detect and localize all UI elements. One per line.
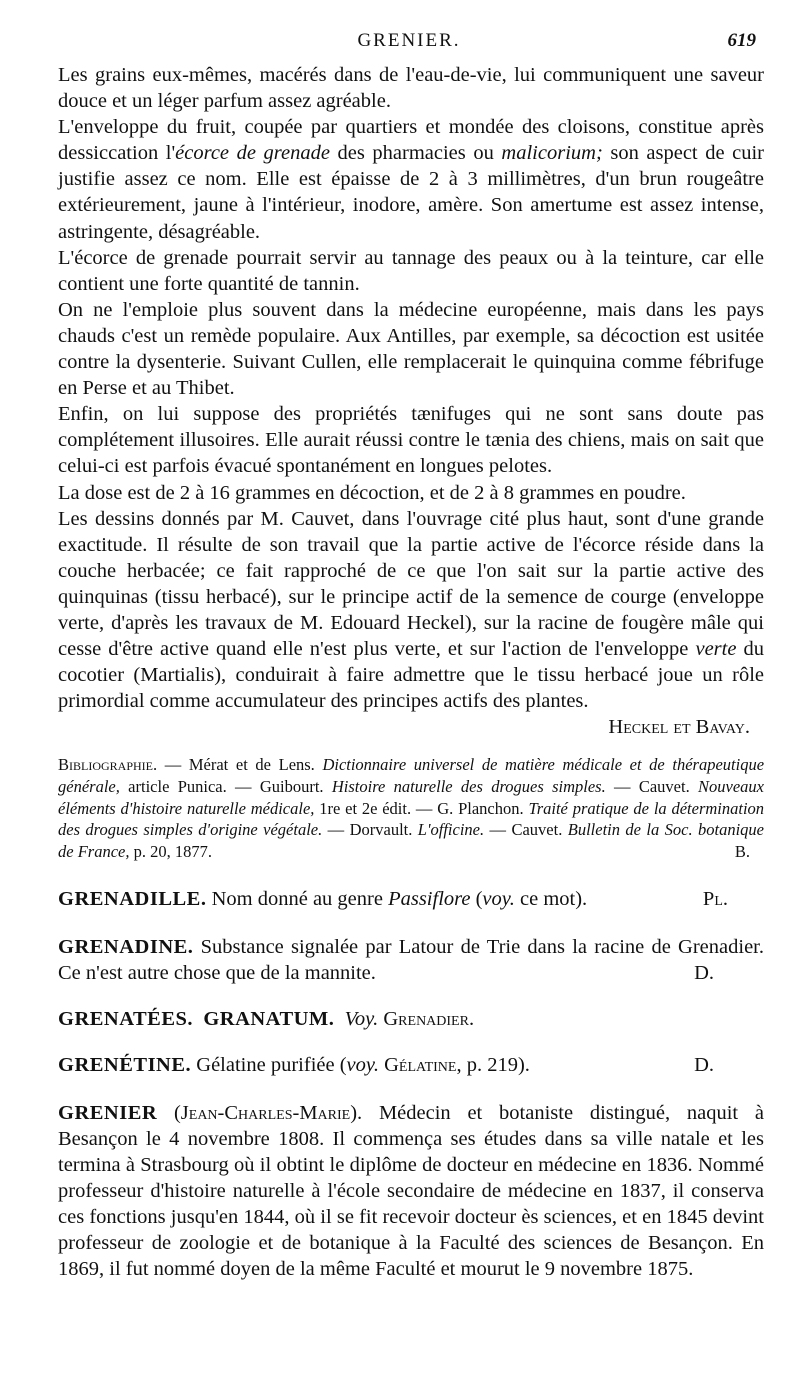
entry-grenadine [58, 934, 764, 986]
grenadille-italic: Passiflore [388, 888, 471, 911]
biblio-title-1: Dictionnaire universel de matière médicale et de thérapeutique générale, [58, 755, 765, 797]
grenadine-signature: D. [694, 961, 714, 984]
para7-after: du cocotier (Martialis), conduirait à faire admettre que le tissu herbacé joue un rôle primordial comme accumulateur des principes actifs des plantes. [58, 638, 765, 713]
grenetine-ref: Gélatine [384, 1053, 457, 1076]
biblio-title-3: Nouveaux éléments d'histoire naturelle médicale, [58, 777, 764, 818]
grenadille-text-after: ce mot). [514, 888, 588, 911]
headword-grenetine: GRENÉTINE. [58, 1053, 192, 1076]
grenadille-voy: voy. [482, 888, 515, 911]
para2-italic-ecorce: écorce de grenade [175, 142, 330, 165]
page-header [58, 30, 760, 56]
grenadine-text: Substance signalée par Latour de Trie dans la racine de Grenadier. Ce n'est autre chose que de la mannite. [58, 935, 764, 984]
biblio-author-1: — Mérat et de Lens. [164, 755, 315, 775]
biblio-author-4: 1re et 2e édit. — G. Planchon. [319, 798, 524, 818]
para2-before: L'enveloppe du fruit, coupée par quartiers et mondée des cloisons, constitue après dessiccation l' [58, 116, 764, 165]
entry-grenetine [58, 1052, 764, 1078]
biblio-author-6: — Cauvet. [489, 820, 563, 840]
bibliography [58, 754, 764, 862]
grenadille-text-before: Nom donné au genre [211, 888, 389, 911]
para2-italic-malicorium: malicorium; [501, 142, 603, 165]
para7-before: Les dessins donnés par M. Cauvet, dans l'ouvrage cité plus haut, sont d'une grande exactitude. Il résulte de son travail que la partie active de l'écorce réside dans la couche herbacée; ce fait rapproché de ce que l'on sait sur la partie active des quinquinas (tissu herbacé), sur le principe actif de la semence de courge (enveloppe verte, d'après les travaux de M. Edouard Heckel), sur la racine de fougère mâle qui cesse d'être active quand elle n'est plus verte, et sur l'action de l'enveloppe [58, 507, 764, 661]
running-head: GRENIER. [357, 30, 461, 51]
para2-middle: des pharmacies ou [329, 142, 502, 165]
biblio-author-2: article Punica. — Guibourt. [128, 777, 324, 797]
entry-grenatees [58, 1006, 764, 1032]
paragraph-dose: La dose est de 2 à 16 grammes en décoction, et de 2 à 8 grammes en poudre. [58, 481, 686, 504]
biblio-author-5: — Dorvault. [327, 820, 413, 840]
grenier-name: (Jean-Charles-Marie). [173, 1101, 363, 1124]
headword-grenier: GRENIER [58, 1101, 158, 1124]
paragraph-grains: Les grains eux-mêmes, macérés dans de l'eau-de-vie, lui communiquent une saveur douce et un léger parfum assez agréable. [58, 64, 764, 113]
signature-line [58, 714, 764, 740]
grenadille-paren: ( [470, 888, 483, 911]
grenetine-text-before: Gélatine purifiée ( [196, 1053, 347, 1076]
page-number: 619 [727, 30, 756, 51]
grenier-text: Médecin et botaniste distingué, naquit à Besançon le 4 novembre 1808. Il commença ses études dans sa ville natale et les termina à Strasbourg où il obtint le diplôme de docteur en médecine en 1836. Nommé professeur d'histoire naturelle à l'école secondaire de médecine en 1837, il conserva ces fonctions jusqu'en 1844, où il se fit recevoir docteur ès sciences, et en 1845 devint professeur de zoologie et de botanique à la Faculté des sciences de Besançon. En 1869, il fut nommé doyen de la même Faculté et mourut le 9 novembre 1875. [58, 1101, 765, 1281]
paragraph-emploi: On ne l'emploie plus souvent dans la médecine européenne, mais dans les pays chauds c'est un remède populaire. Aux Antilles, par exemple, sa décoction est usitée contre la dysenterie. Suivant Cullen, elle remplacerait le quinquina comme fébrifuge en Perse et au Thibet. [58, 298, 764, 400]
headword-grenadine: GRENADINE. [58, 935, 194, 958]
grenatees-ref: Grenadier. [383, 1007, 475, 1030]
headword-granatum: GRANATUM. [203, 1007, 335, 1030]
author-signature: Heckel et Bavay. [608, 716, 750, 739]
grenetine-text-after: , p. 219). [456, 1053, 530, 1076]
biblio-title-2: Histoire naturelle des drogues simples. [331, 777, 606, 797]
biblio-author-3: — Cauvet. [614, 777, 690, 797]
biblio-title-6: Bulletin de la Soc. botanique de France, [58, 820, 765, 861]
paragraph-taenifuges: Enfin, on lui suppose des propriétés tænifuges qui ne sont sans doute pas complétement illusoires. Elle aurait réussi contre le tænia des chiens, mais on sait que celui-ci est parfois évacué spontanément en longues pelotes. [58, 403, 764, 478]
entry-grenadille [58, 886, 764, 912]
paragraph-dessins [58, 506, 764, 715]
grenatees-voy: Voy. [344, 1007, 379, 1030]
grenetine-voy: voy. [346, 1053, 379, 1076]
biblio-signature: B. [734, 841, 750, 861]
biblio-author-7: p. 20, 1877. [133, 841, 212, 861]
headword-grenatees: GRENATÉES. [58, 1007, 194, 1030]
para7-italic-verte: verte [695, 638, 737, 661]
biblio-title-4: Traité pratique de la détermination des drogues simples d'origine végétale. [58, 798, 765, 840]
headword-grenadille: GRENADILLE. [58, 888, 207, 911]
biblio-title-5: L'officine. [417, 820, 485, 840]
bibliography-label: Bibliographie. [58, 755, 158, 775]
paragraph-tannage: L'écorce de grenade pourrait servir au tannage des peaux ou à la teinture, car elle contient une forte quantité de tannin. [58, 246, 764, 295]
entry-grenier [58, 1100, 764, 1283]
grenadille-signature: Pl. [702, 888, 728, 911]
paragraph-enveloppe [58, 114, 764, 244]
grenetine-signature: D. [694, 1053, 714, 1076]
page-body [58, 62, 764, 1283]
para2-after: son aspect de cuir justifie assez ce nom. Elle est épaisse de 2 à 3 millimètres, d'un brun rougeâtre extérieurement, jaune à l'intérieur, inodore, amère. Son amertume est assez intense, astringente, désagréable. [58, 142, 765, 243]
